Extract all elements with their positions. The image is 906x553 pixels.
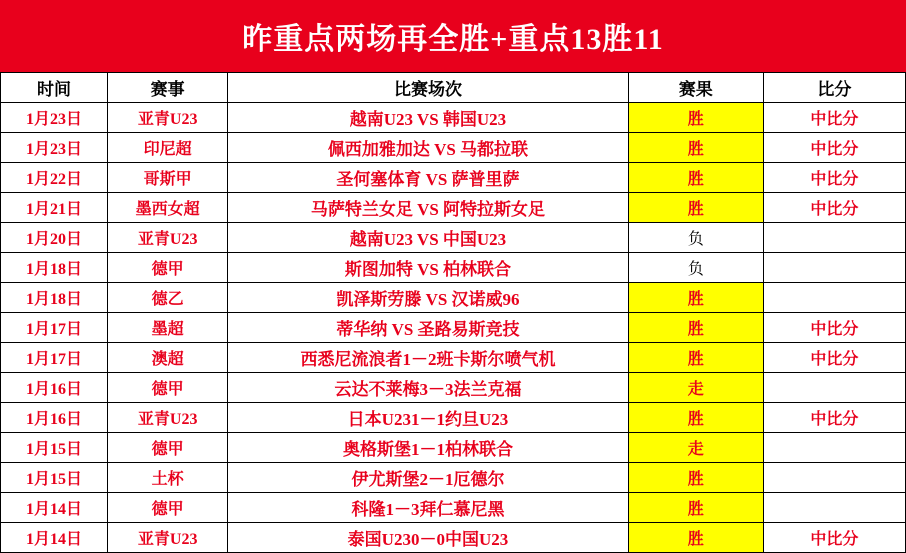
table-row — [1, 253, 906, 283]
cell-score — [763, 253, 905, 283]
table-row — [1, 493, 906, 523]
table-header — [1, 73, 906, 103]
cell-score: 中比分 — [763, 193, 905, 223]
header-result: 赛果 — [628, 73, 763, 103]
header-row — [1, 73, 906, 103]
cell-score — [763, 463, 905, 493]
cell-league: 亚青U23 — [108, 403, 228, 433]
cell-score: 中比分 — [763, 163, 905, 193]
cell-result: 胜 — [628, 283, 763, 313]
cell-date: 1月23日 — [1, 103, 108, 133]
cell-league: 墨西女超 — [108, 193, 228, 223]
cell-result: 胜 — [628, 493, 763, 523]
cell-league: 德甲 — [108, 373, 228, 403]
header-date: 时间 — [1, 73, 108, 103]
cell-match: 圣何塞体育 VS 萨普里萨 — [228, 163, 628, 193]
cell-result: 胜 — [628, 103, 763, 133]
banner-title: 昨重点两场再全胜+重点13胜11 — [242, 23, 664, 56]
cell-league: 澳超 — [108, 343, 228, 373]
cell-result: 胜 — [628, 523, 763, 553]
cell-match: 蒂华纳 VS 圣路易斯竞技 — [228, 313, 628, 343]
header-match: 比赛场次 — [228, 73, 628, 103]
cell-score — [763, 283, 905, 313]
cell-league: 亚青U23 — [108, 223, 228, 253]
cell-score: 中比分 — [763, 343, 905, 373]
cell-result: 胜 — [628, 463, 763, 493]
cell-match: 伊尤斯堡2－1厄德尔 — [228, 463, 628, 493]
cell-league: 德甲 — [108, 253, 228, 283]
table-row — [1, 403, 906, 433]
table-row — [1, 283, 906, 313]
cell-result: 胜 — [628, 403, 763, 433]
cell-date: 1月23日 — [1, 133, 108, 163]
cell-score — [763, 223, 905, 253]
cell-score: 中比分 — [763, 133, 905, 163]
table-row — [1, 523, 906, 553]
cell-league: 亚青U23 — [108, 103, 228, 133]
cell-match: 越南U23 VS 韩国U23 — [228, 103, 628, 133]
cell-date: 1月17日 — [1, 313, 108, 343]
cell-match: 科隆1－3拜仁慕尼黑 — [228, 493, 628, 523]
cell-match: 日本U231－1约旦U23 — [228, 403, 628, 433]
cell-league: 墨超 — [108, 313, 228, 343]
cell-date: 1月15日 — [1, 463, 108, 493]
cell-date: 1月18日 — [1, 283, 108, 313]
banner — [0, 0, 906, 72]
cell-match: 佩西加雅加达 VS 马都拉联 — [228, 133, 628, 163]
table-row — [1, 433, 906, 463]
cell-result: 走 — [628, 373, 763, 403]
cell-date: 1月18日 — [1, 253, 108, 283]
cell-league: 德乙 — [108, 283, 228, 313]
cell-date: 1月16日 — [1, 403, 108, 433]
cell-league: 亚青U23 — [108, 523, 228, 553]
cell-date: 1月22日 — [1, 163, 108, 193]
cell-score: 中比分 — [763, 403, 905, 433]
cell-date: 1月14日 — [1, 523, 108, 553]
table-row — [1, 373, 906, 403]
cell-league: 哥斯甲 — [108, 163, 228, 193]
table-row — [1, 223, 906, 253]
cell-match: 奥格斯堡1－1柏林联合 — [228, 433, 628, 463]
table-row — [1, 463, 906, 493]
cell-result: 胜 — [628, 193, 763, 223]
cell-date: 1月17日 — [1, 343, 108, 373]
cell-league: 德甲 — [108, 433, 228, 463]
cell-result: 负 — [628, 253, 763, 283]
cell-match: 西悉尼流浪者1－2班卡斯尔喷气机 — [228, 343, 628, 373]
cell-score: 中比分 — [763, 103, 905, 133]
cell-match: 泰国U230－0中国U23 — [228, 523, 628, 553]
cell-score: 中比分 — [763, 313, 905, 343]
cell-score — [763, 373, 905, 403]
cell-date: 1月21日 — [1, 193, 108, 223]
table-row — [1, 193, 906, 223]
picks-table — [0, 72, 906, 553]
cell-league: 土杯 — [108, 463, 228, 493]
cell-result: 胜 — [628, 343, 763, 373]
table-row — [1, 103, 906, 133]
header-score: 比分 — [763, 73, 905, 103]
table-row — [1, 313, 906, 343]
cell-result: 走 — [628, 433, 763, 463]
cell-date: 1月16日 — [1, 373, 108, 403]
cell-league: 德甲 — [108, 493, 228, 523]
cell-match: 斯图加特 VS 柏林联合 — [228, 253, 628, 283]
cell-date: 1月14日 — [1, 493, 108, 523]
cell-match: 凯泽斯劳滕 VS 汉诺威96 — [228, 283, 628, 313]
table-body — [1, 103, 906, 553]
cell-score: 中比分 — [763, 523, 905, 553]
cell-match: 马萨特兰女足 VS 阿特拉斯女足 — [228, 193, 628, 223]
cell-result: 胜 — [628, 313, 763, 343]
cell-date: 1月15日 — [1, 433, 108, 463]
cell-match: 越南U23 VS 中国U23 — [228, 223, 628, 253]
header-league: 赛事 — [108, 73, 228, 103]
table-row — [1, 343, 906, 373]
cell-score — [763, 433, 905, 463]
cell-score — [763, 493, 905, 523]
cell-result: 胜 — [628, 163, 763, 193]
table-row — [1, 163, 906, 193]
cell-date: 1月20日 — [1, 223, 108, 253]
cell-result: 胜 — [628, 133, 763, 163]
cell-league: 印尼超 — [108, 133, 228, 163]
cell-result: 负 — [628, 223, 763, 253]
table-row — [1, 133, 906, 163]
cell-match: 云达不莱梅3－3法兰克福 — [228, 373, 628, 403]
